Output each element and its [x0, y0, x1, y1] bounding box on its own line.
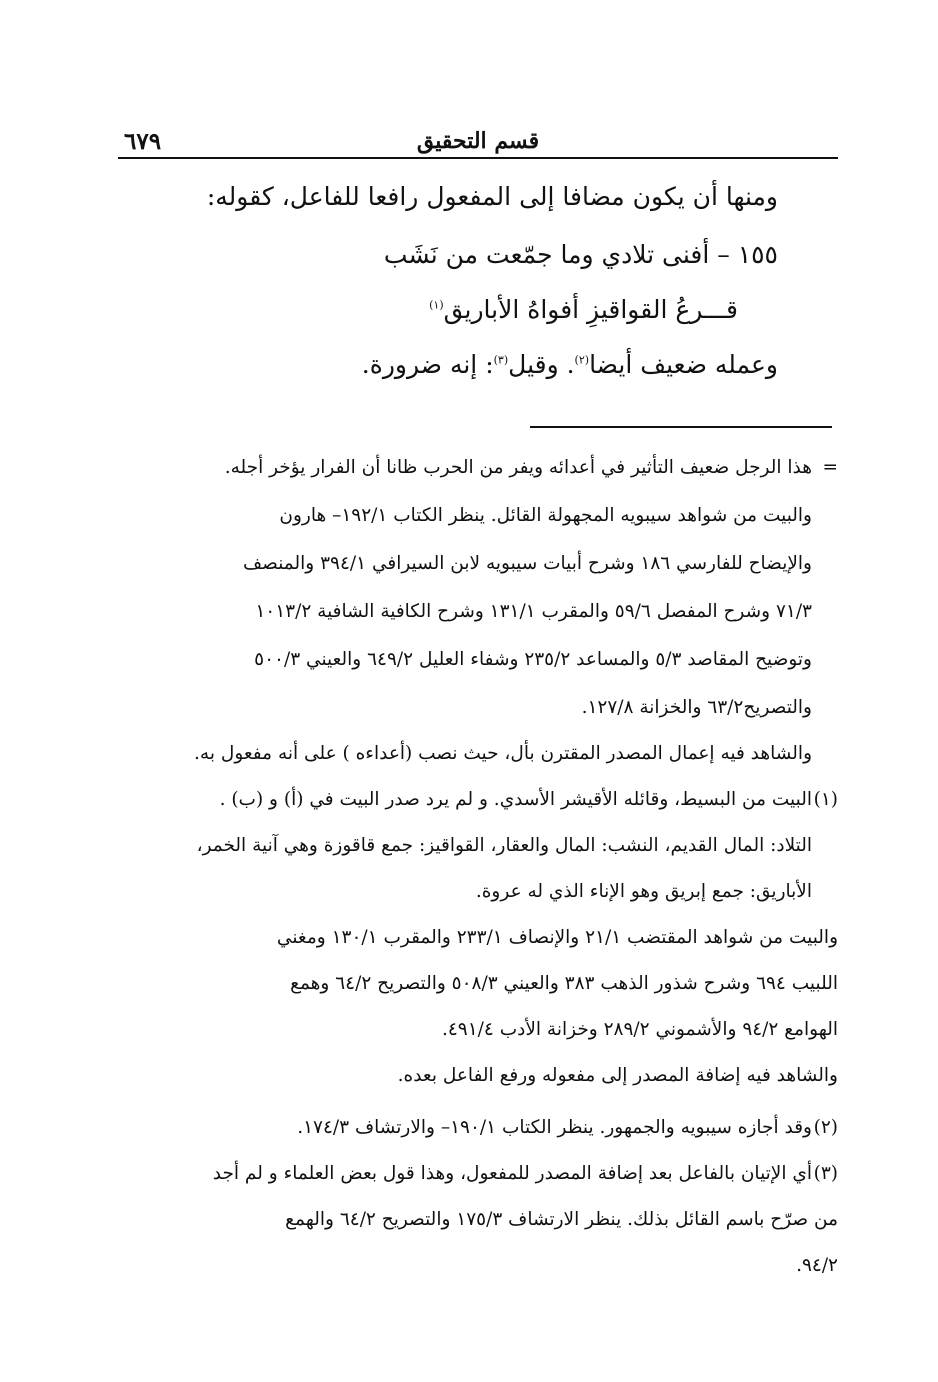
footnote-line: ٧١/٣ وشرح المفصل ٥٩/٦ والمقرب ١٣١/١ وشرح الكافية الشافية ١٠١٣/٢ — [255, 601, 812, 622]
footnote-2 — [123, 1114, 838, 1142]
continuation-marker: = — [822, 457, 838, 478]
verse-second-hemistich — [138, 295, 738, 324]
footnote-ref-1: (١) — [429, 298, 444, 312]
footnote-line: ٩٤/٢. — [796, 1255, 838, 1276]
verse-text: قـــرعُ القواقيزِ أفواهُ الأباريق — [443, 295, 738, 324]
footnote-line — [123, 1114, 838, 1142]
page-header — [118, 128, 838, 158]
footnote-line: والإيضاح للفارسي ١٨٦ وشرح أبيات سيبويه لابن السيرافي ٣٩٤/١ والمنصف — [243, 553, 812, 574]
footnote-text: هذا الرجل ضعيف التأثير في أعدائه ويفر من الحرب ظانا أن الفرار يؤخر أجله. — [224, 457, 812, 478]
body-text-c: : إنه ضرورة. — [361, 350, 494, 379]
verse-first-hemistich: ١٥٥ – أفنى تلادي وما جمّعت من نَشَب — [383, 240, 778, 269]
body-text-b: . وقيل — [508, 350, 575, 379]
footnote-line: التلاد: المال القديم، النشب: المال والعقار، القواقيز: جمع قاقوزة وهي آنية الخمر، — [196, 835, 812, 856]
footnote-line — [123, 1160, 838, 1188]
footnote-text: أي الإتيان بالفاعل بعد إضافة المصدر للمفعول، وهذا قول بعض العلماء و لم أجد — [212, 1163, 812, 1184]
footnote-1 — [123, 786, 838, 1090]
footnote-line: والبيت من شواهد المقتضب ٢١/١ والإنصاف ٢٣٣/١ والمقرب ١٣٠/١ ومغني — [276, 927, 838, 948]
footnote-ref-3: (٣) — [493, 353, 509, 367]
footnote-line: والشاهد فيه إعمال المصدر المقترن بأل، حيث نصب (أعداءه ) على أنه مفعول به. — [194, 743, 812, 764]
header-rule — [118, 157, 838, 159]
footnote-line — [123, 786, 838, 814]
footnote-3 — [123, 1160, 838, 1280]
footnote-line: والتصريح٦٣/٢ والخزانة ١٢٧/٨. — [581, 697, 812, 718]
footnote-line — [123, 454, 838, 482]
footnote-ref-2: (٢) — [574, 353, 590, 367]
footnote-separator — [530, 426, 832, 428]
footnote-line: من صرّح باسم القائل بذلك. ينظر الارتشاف ١٧٥/٣ والتصريح ٦٤/٢ والهمع — [285, 1209, 838, 1230]
footnote-line: وتوضيح المقاصد ٥/٣ والمساعد ٢٣٥/٢ وشفاء العليل ٦٤٩/٢ والعيني ٥٠٠/٣ — [254, 649, 812, 670]
body-line-4 — [178, 350, 778, 379]
footnote-number: (٢) — [813, 1117, 838, 1138]
footnote-continued — [123, 454, 838, 768]
page-number: ٦٧٩ — [124, 128, 162, 155]
section-title: قسم التحقيق — [416, 128, 540, 154]
body-line-1: ومنها أن يكون مضافا إلى المفعول رافعا للفاعل، كقوله: — [206, 182, 778, 211]
footnote-line: الأباريق: جمع إبريق وهو الإناء الذي له عروة. — [475, 881, 812, 902]
footnote-number: (٣) — [813, 1163, 838, 1184]
footnote-text: وقد أجازه سيبويه والجمهور. ينظر الكتاب ١٩٠/١– والارتشاف ١٧٤/٣. — [297, 1117, 812, 1138]
body-text-a: وعمله ضعيف أيضا — [589, 350, 778, 379]
footnote-text: البيت من البسيط، وقائله الأقيشر الأسدي. و لم يرد صدر البيت في (أ) و (ب) . — [219, 789, 812, 810]
footnote-line: والشاهد فيه إضافة المصدر إلى مفعوله ورفع الفاعل بعده. — [397, 1065, 838, 1086]
footnote-number: (١) — [813, 789, 838, 810]
footnote-line: والبيت من شواهد سيبويه المجهولة القائل. ينظر الكتاب ١٩٢/١– هارون — [279, 505, 812, 526]
footnote-line: اللبيب ٦٩٤ وشرح شذور الذهب ٣٨٣ والعيني ٥٠٨/٣ والتصريح ٦٤/٢ وهمع — [290, 973, 838, 994]
footnote-line: الهوامع ٩٤/٢ والأشموني ٢٨٩/٢ وخزانة الأدب ٤٩١/٤. — [441, 1019, 838, 1040]
